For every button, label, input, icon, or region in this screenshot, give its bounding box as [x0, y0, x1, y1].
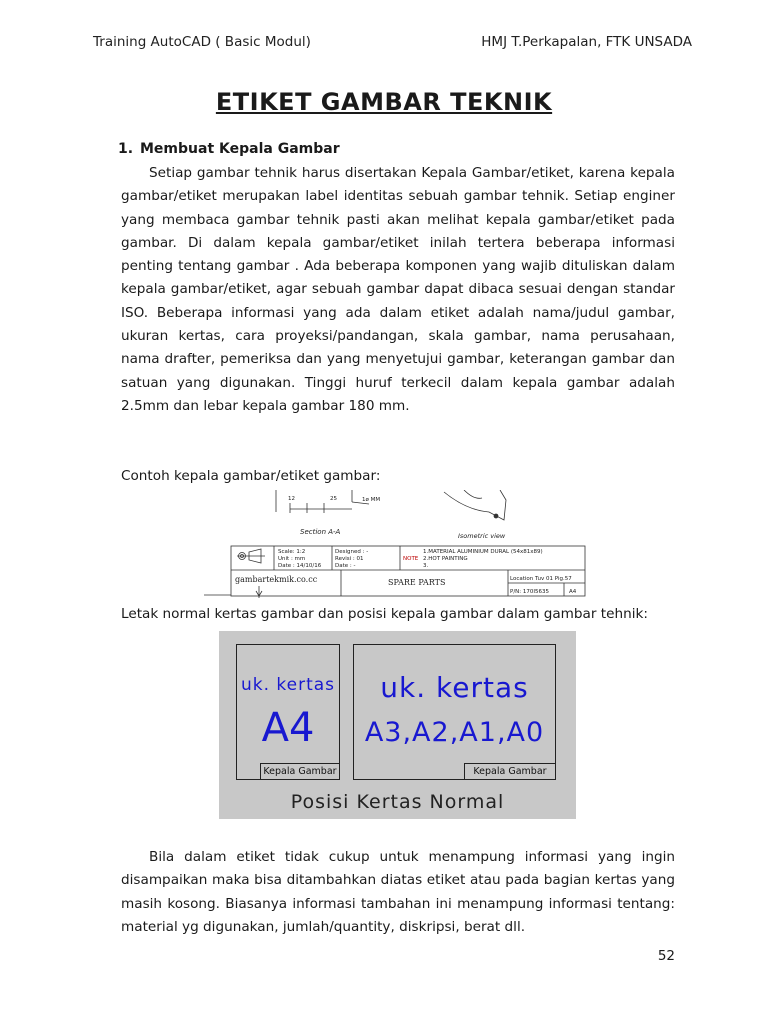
- tb-scale: Scale: 1:2: [278, 549, 306, 555]
- sheet-a4: [236, 644, 340, 780]
- sheet-a3-size: A3,A2,A1,A0: [364, 717, 545, 748]
- sheet-a3: [353, 644, 556, 780]
- section-heading: [118, 141, 340, 157]
- tb-note2: 3.: [423, 563, 429, 569]
- paragraph-additional: Bila dalam etiket tidak cukup untuk menampung informasi yang ingin disampaikan maka bisa ditambahkan diatas etiket atau pada bagian kertas yang masih kosong. Biasanya informasi tambahan ini menampung informasi tentang: material yg digunakan, jumlah/quantity, diskripsi, berat dll.: [121, 849, 675, 935]
- tb-part-name: SPARE PARTS: [388, 578, 446, 587]
- tb-designed: Designed : -: [335, 549, 369, 555]
- tb-dim-2: 25: [330, 496, 337, 502]
- figure-caption: Posisi Kertas Normal: [290, 791, 505, 813]
- page-number: 52: [657, 948, 675, 964]
- tb-paper: A4: [569, 589, 577, 595]
- sheet-a3-kepala-gambar: Kepala Gambar: [464, 763, 555, 779]
- title-block-svg: [204, 490, 588, 598]
- caption-title-block: Contoh kepala gambar/etiket gambar:: [121, 468, 381, 484]
- paper-position-figure: [219, 631, 576, 819]
- page-title: ETIKET GAMBAR TEKNIK: [215, 88, 553, 116]
- tb-material: 1.MATERIAL ALUMINIUM DURAL (54x81x89): [423, 549, 543, 555]
- section-number: 1.: [118, 141, 134, 157]
- caption-paper-position: Letak normal kertas gambar dan posisi kepala gambar dalam gambar tehnik:: [121, 606, 648, 622]
- sheet-a4-kepala-gambar: Kepala Gambar: [260, 763, 339, 779]
- tb-revised: Revisi : 01: [335, 556, 364, 562]
- tb-unit: Unit : mm: [278, 556, 306, 562]
- sheet-a4-size: A4: [261, 705, 315, 751]
- header-right: HMJ T.Perkapalan, FTK UNSADA: [481, 34, 692, 50]
- tb-note1: 2.HOT PAINTING: [423, 556, 468, 562]
- tb-note-label: NOTE: [403, 556, 419, 562]
- paragraph-intro: Setiap gambar tehnik harus disertakan Kepala Gambar/etiket, karena kepala gambar/etiket merupakan label identitas sebuah gambar tehnik. Setiap enginer yang membaca gambar tehnik pasti akan melihat kepala gambar/etiket pada gambar. Di dalam kepala gambar/etiket inilah tertera beberapa informasi penting tentang gambar . Ada beberapa komponen yang wajib dituliskan dalam kepala gambar/etiket, agar sebuah gambar dapat dibaca sesuai dengan standar ISO. Beberapa informasi yang ada dalam etiket adalah nama/judul gambar, ukuran kertas, cara proyeksi/pandangan, skala gambar, nama perusahaan, nama drafter, pemeriksa dan yang menyetujui gambar, keterangan gambar dan satuan yang digunakan. Tinggi huruf terkecil dalam kepala gambar adalah 2.5mm dan lebar kepala gambar 180 mm.: [121, 165, 675, 414]
- sheet-a4-uk-label: uk. kertas: [240, 675, 336, 695]
- tb-iso-label: Isometric view: [458, 532, 506, 540]
- tb-dim-3: 1ø MM: [362, 497, 381, 503]
- tb-date2: Date : -: [335, 563, 356, 569]
- tb-section-label: Section A-A: [300, 528, 341, 536]
- tb-date: Date : 14/10/16: [278, 563, 322, 569]
- tb-location: Location Tuv 01 Pig.57: [510, 576, 572, 582]
- tb-site: gambartekmik.co.cc: [235, 575, 318, 584]
- sheet-a3-uk-label: uk. kertas: [380, 671, 529, 704]
- header-left: Training AutoCAD ( Basic Modul): [93, 34, 311, 50]
- section-title: Membuat Kepala Gambar: [140, 141, 340, 157]
- tb-pn: P/N: 170I5635: [510, 589, 550, 595]
- tb-dim-1: 12: [288, 496, 295, 502]
- title-block-drawing: [204, 490, 588, 598]
